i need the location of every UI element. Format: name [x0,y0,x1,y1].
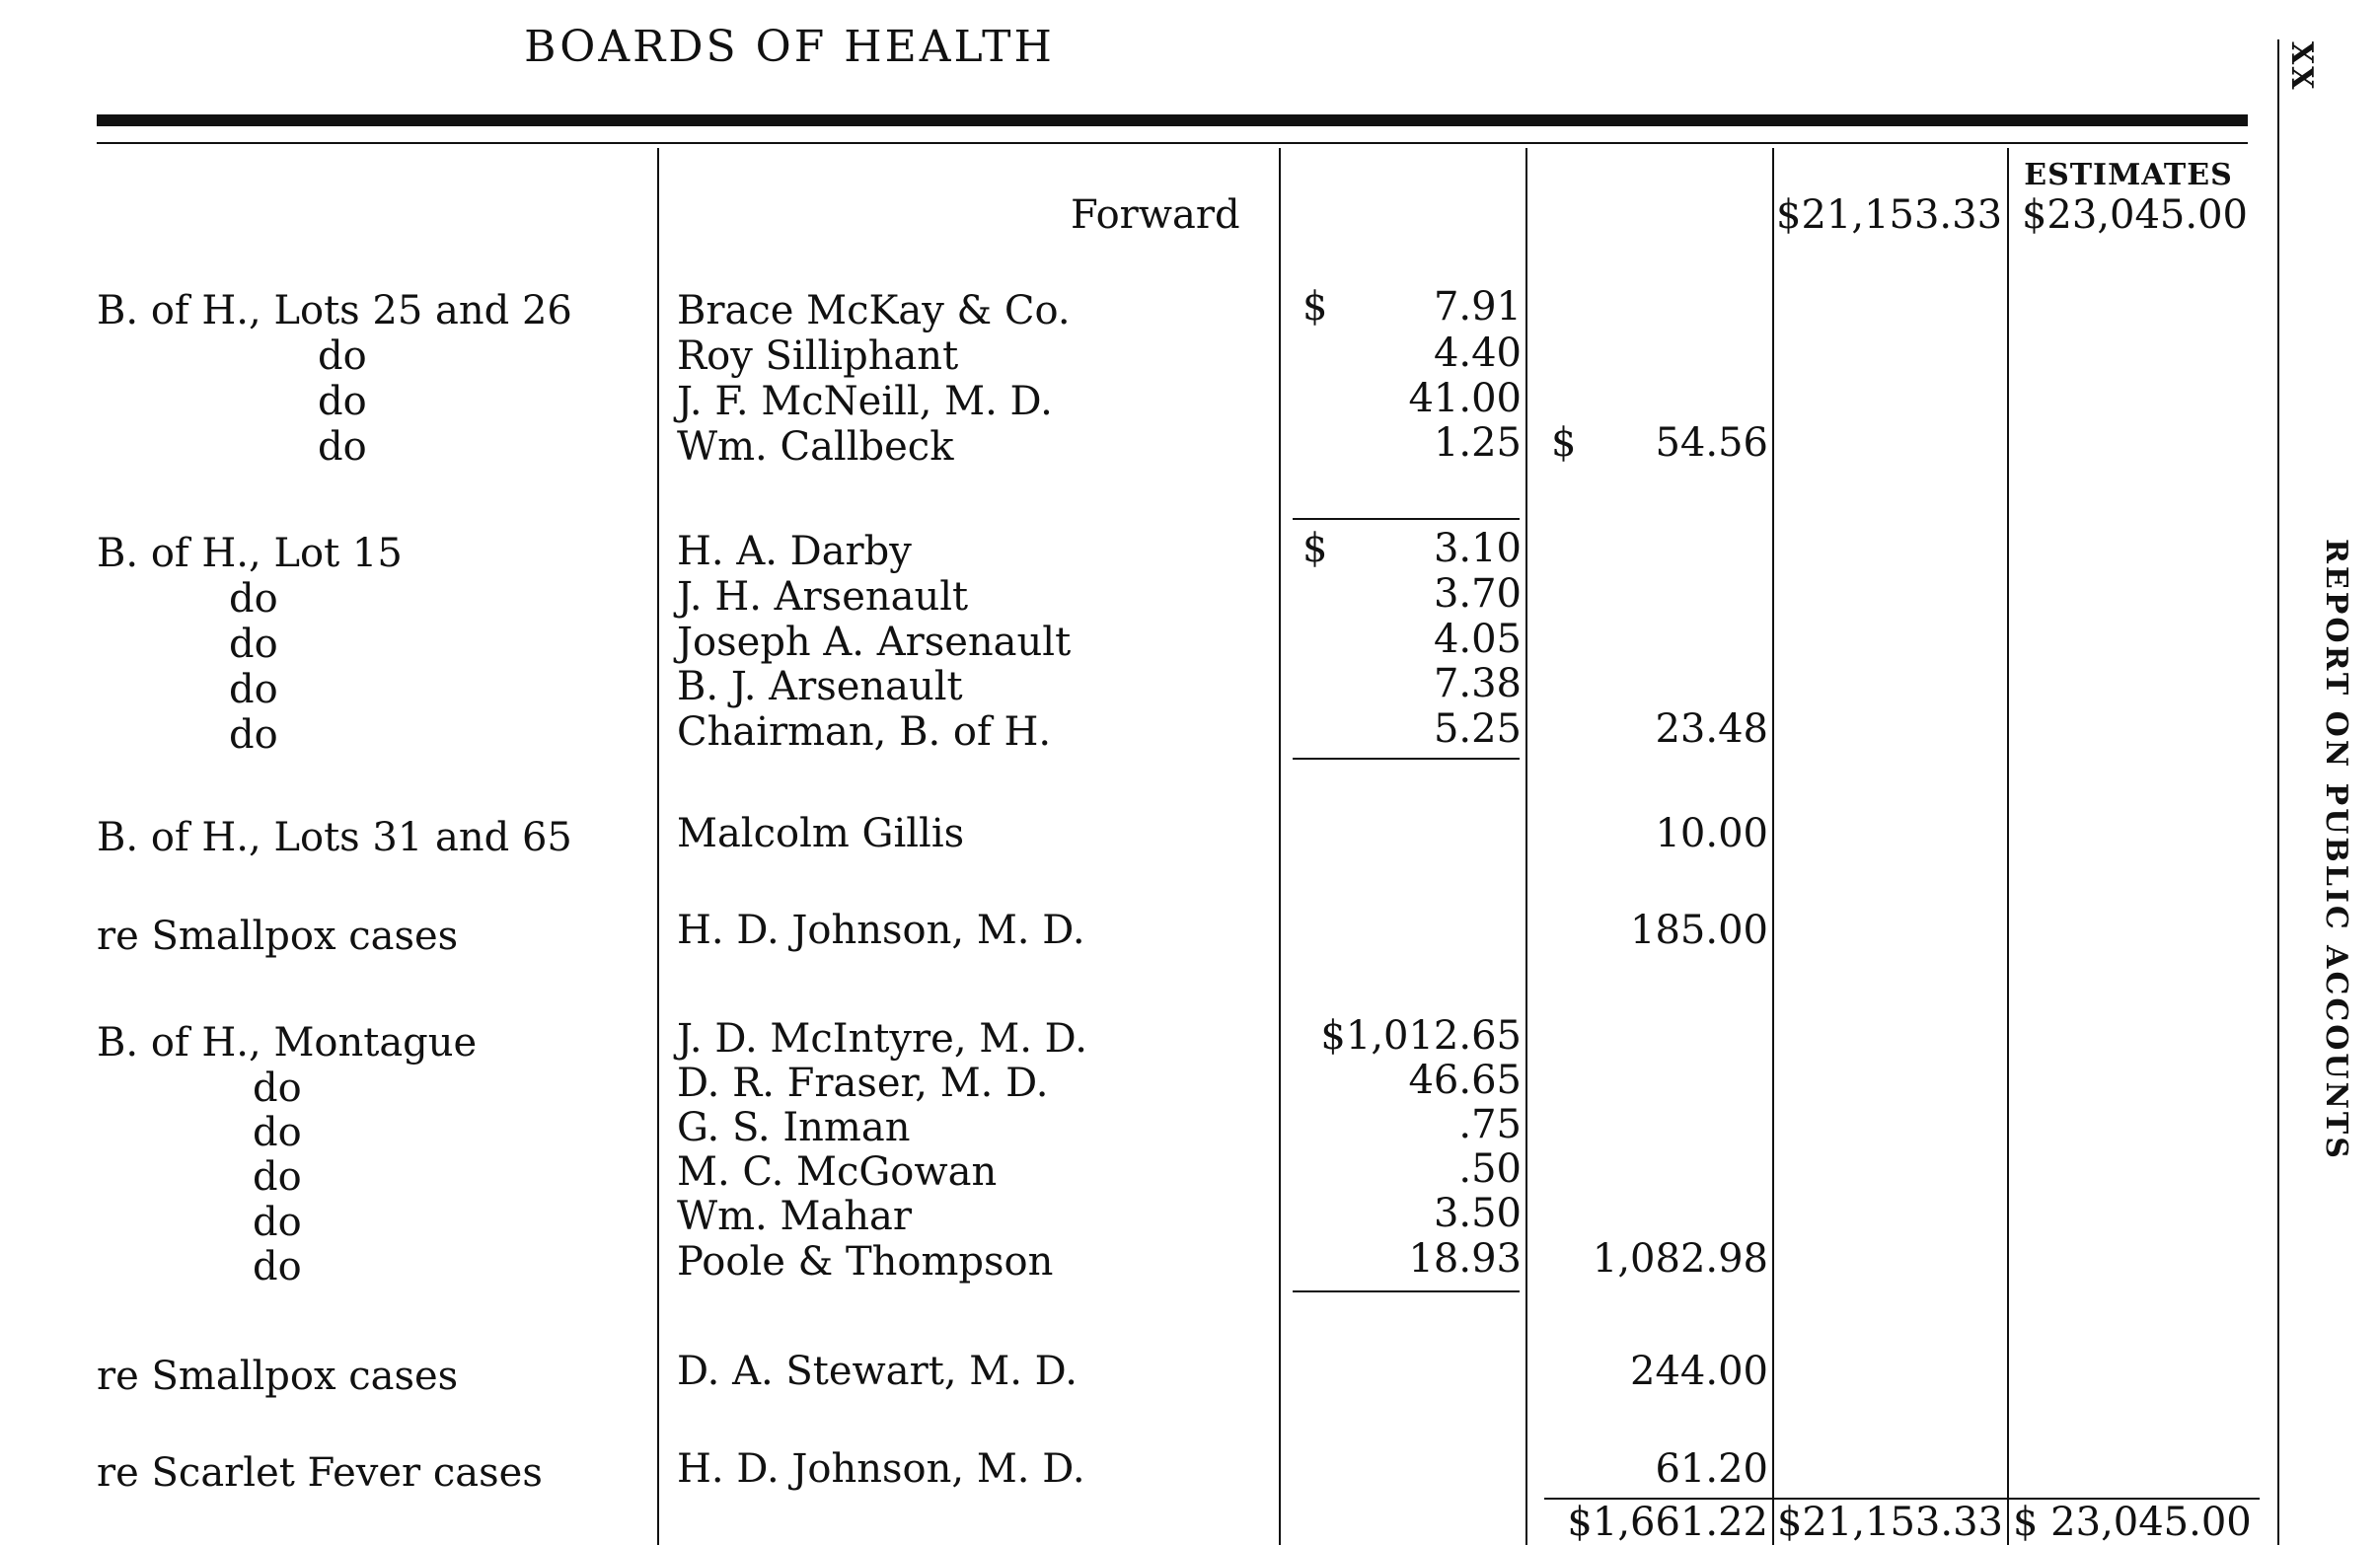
side-page-number: XX [2284,41,2319,92]
sum-rule [1293,1290,1520,1292]
row-payee: Joseph A. Arsenault [677,620,1072,665]
row-payee: D. R. Fraser, M. D. [677,1061,1049,1106]
row-amount: 41.00 [1408,376,1522,421]
header-rule-thin [97,142,2248,144]
row-subtotal: 185.00 [1630,908,1768,953]
row-description: do [253,1154,302,1200]
row-description: do [229,712,278,758]
dollar-sign: $ [1302,284,1328,330]
row-amount: 3.10 [1433,526,1522,571]
row-amount: 3.70 [1433,571,1522,617]
row-amount: 4.05 [1433,617,1522,662]
row-payee: H. A. Darby [677,529,912,574]
column-divider [2007,148,2009,1545]
row-payee: M. C. McGowan [677,1149,998,1195]
row-payee: H. D. Johnson, M. D. [677,1446,1085,1492]
dollar-sign: $ [1302,526,1328,571]
row-subtotal: 244.00 [1630,1349,1768,1394]
row-amount: 3.50 [1433,1191,1522,1236]
row-payee: J. H. Arsenault [677,574,969,620]
row-description: B. of H., Lots 31 and 65 [97,815,572,860]
row-description: do [253,1244,302,1289]
row-amount: 18.93 [1408,1236,1522,1282]
row-amount: 46.65 [1408,1058,1522,1103]
row-amount: $1,012.65 [1320,1013,1522,1059]
row-description: do [229,667,278,712]
row-description: do [253,1110,302,1155]
row-description: do [253,1066,302,1111]
row-payee: J. F. McNeill, M. D. [677,379,1053,424]
row-payee: B. J. Arsenault [677,664,963,709]
page-edge-line [2277,39,2279,1545]
row-description: re Smallpox cases [97,1354,459,1399]
row-subtotal: 1,082.98 [1592,1236,1768,1282]
subtotal-dollar-sign: $ [1551,420,1577,466]
sum-rule [1293,758,1520,760]
row-payee: Chairman, B. of H. [677,709,1052,755]
row-subtotal: 23.48 [1655,706,1768,752]
row-amount: 5.25 [1433,706,1522,752]
estimates-total: $23,045.00 [2021,192,2248,238]
row-payee: Roy Silliphant [677,333,959,379]
page-title: BOARDS OF HEALTH [524,22,1055,72]
estimates-label: ESTIMATES [2024,158,2233,192]
row-subtotal: 61.20 [1655,1446,1768,1492]
row-description: do [318,424,367,470]
row-amount: 4.40 [1433,331,1522,376]
row-description: B. of H., Lots 25 and 26 [97,288,572,333]
column-divider [1525,148,1527,1545]
row-description: do [229,576,278,622]
row-description: re Scarlet Fever cases [97,1450,543,1496]
column-divider [1279,148,1281,1545]
estimates-grand-total: $ 23,045.00 [2013,1500,2252,1545]
row-payee: D. A. Stewart, M. D. [677,1349,1078,1394]
row-payee: G. S. Inman [677,1105,911,1150]
row-payee: Brace McKay & Co. [677,288,1071,333]
column-divider [1772,148,1774,1545]
row-payee: Malcolm Gillis [677,811,965,856]
row-payee: Poole & Thompson [677,1239,1054,1285]
sum-rule [1293,518,1520,520]
row-subtotal: 54.56 [1655,420,1768,466]
grand-subtotal: $1,661.22 [1567,1500,1768,1545]
row-description: B. of H., Montague [97,1020,478,1066]
row-amount: .75 [1458,1102,1522,1147]
row-amount: 7.91 [1433,284,1522,330]
row-amount: 7.38 [1433,661,1522,706]
row-description: do [318,379,367,424]
row-subtotal: 10.00 [1655,811,1768,856]
row-description: do [253,1200,302,1245]
row-description: do [318,333,367,379]
row-payee: J. D. McIntyre, M. D. [677,1016,1087,1062]
side-running-title: REPORT ON PUBLIC ACCOUNTS [2319,539,2353,1161]
row-description: re Smallpox cases [97,914,459,959]
header-rule-thick [97,114,2248,126]
row-payee: Wm. Mahar [677,1194,913,1239]
row-payee: H. D. Johnson, M. D. [677,908,1085,953]
forward-total: $21,153.33 [1776,192,2003,238]
forward-grand-total: $21,153.33 [1776,1500,2003,1545]
column-divider [657,148,659,1545]
forward-label: Forward [1071,192,1240,238]
row-description: do [229,622,278,667]
row-payee: Wm. Callbeck [677,424,954,470]
row-amount: 1.25 [1433,420,1522,466]
row-amount: .50 [1458,1146,1522,1192]
row-description: B. of H., Lot 15 [97,531,403,576]
